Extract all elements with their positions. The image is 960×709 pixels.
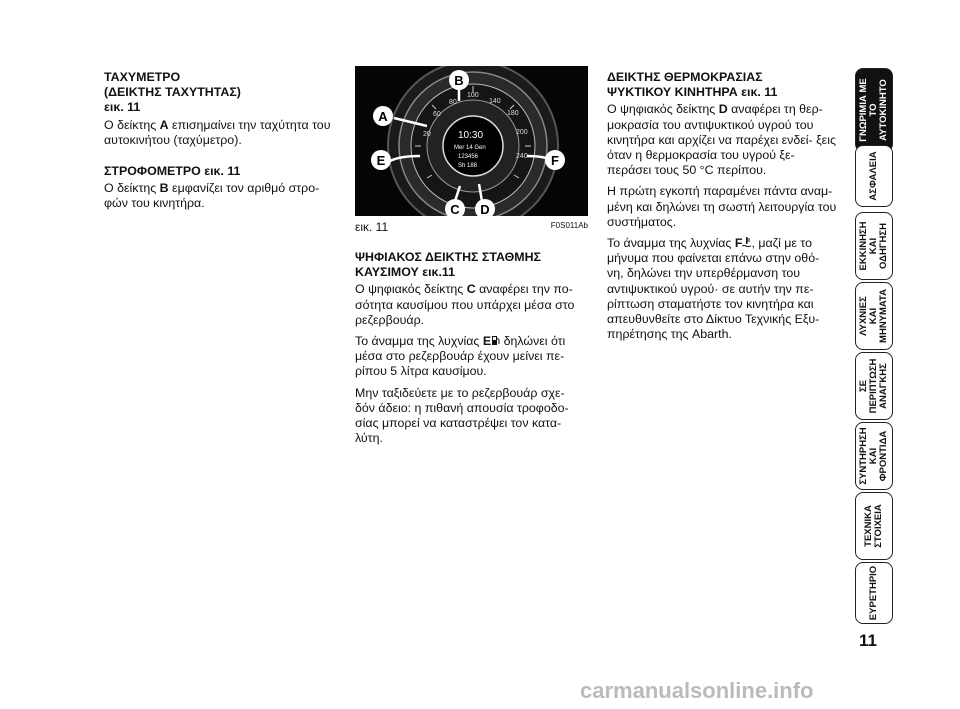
figure-code: F0S011Ab <box>550 221 588 230</box>
display-time: 10:30 <box>458 130 484 141</box>
svg-text:240: 240 <box>516 153 528 160</box>
tab-starting-driving[interactable]: ΕΚΚΙΝΗΣΗ ΚΑΙ ΟΔΗΓΗΣΗ <box>855 212 893 280</box>
svg-text:80: 80 <box>449 99 457 106</box>
tab-technical-data[interactable]: ΤΕΧΝΙΚΑ ΣΤΟΙΧΕΙΑ <box>855 492 893 560</box>
svg-text:B: B <box>454 73 464 88</box>
fuel-pump-icon <box>491 335 500 346</box>
column-right <box>607 70 839 348</box>
display-date: Mer 14 Gen <box>454 145 486 151</box>
figure-caption-text: εικ. 11 <box>355 220 389 234</box>
page-number: 11 <box>859 631 877 650</box>
tab-emergency[interactable]: ΣΕ ΠΕΡΙΠΤΩΣΗ ΑΝΑΓΚΗΣ <box>855 352 893 420</box>
svg-text:140: 140 <box>489 98 501 105</box>
instrument-cluster-illustration <box>355 66 588 216</box>
speedometer-subheading: (ΔΕΙΚΤΗΣ ΤΑΧΥΤΗΤΑΣ) <box>104 85 241 100</box>
fuel-gauge-heading: ΨΗΦΙΑΚΟΣ ΔΕΙΚΤΗΣ ΣΤΑΘΜΗΣ <box>355 250 541 264</box>
rev-counter-heading: ΣΤΡΟΦΟΜΕΤΡΟ εικ. 11 <box>104 164 241 179</box>
rev-counter-text: Ο δείκτης B εμφανίζει τον αριθμό στρο- φών του κινητήρα. <box>104 181 320 211</box>
tab-warning-lights[interactable]: ΛΥΧΝΙΕΣ ΚΑΙ ΜΗΝΥΜΑΤΑ <box>855 282 893 350</box>
speedometer-heading: ΤΑΧΥΜΕΤΡΟ <box>104 70 181 84</box>
column-middle <box>355 250 587 452</box>
svg-text:F: F <box>551 153 559 168</box>
svg-text:C: C <box>450 202 460 216</box>
display-odometer: 123456 <box>458 154 479 160</box>
tab-maintenance[interactable]: ΣΥΝΤΗΡΗΣΗ ΚΑΙ ΦΡΟΝΤΙΔΑ <box>855 422 893 490</box>
fuel-gauge-subheading: ΚΑΥΣΙΜΟΥ εικ.11 <box>355 265 456 280</box>
tab-getting-to-know[interactable]: ΓΝΩΡΙΜΙΑ ΜΕ ΤΟ ΑΥΤΟΚΙΝΗΤΟ <box>855 68 893 152</box>
svg-text:A: A <box>378 109 388 124</box>
fuel-advice-text: Μην ταξιδεύετε με το ρεζερβουάρ σχε- δόν άδειο: η πιθανή απουσία τροφοδο- σίας μπορεί να καταστρέψει τον κατα- λύτη. <box>355 385 569 446</box>
instrument-cluster-figure <box>355 66 588 216</box>
overheat-text: Το άναμμα της λυχνίας F , μαζί με το μήνυμα που φαίνεται επάνω στην οθό- νη, δηλώνει την υπερθέρμανση του αντιψυκτικού υγρού· σε αυτήν την πε- ρίπτωση σταματήστε τον κινητήρα και απευθυνθείτε στο Δίκτυο Τεχνικής Εξυ- πηρέτησης της Abarth. <box>607 236 820 342</box>
svg-text:60: 60 <box>433 111 441 118</box>
temperature-heading: ΔΕΙΚΤΗΣ ΘΕΡΜΟΚΡΑΣΙΑΣ <box>607 70 763 84</box>
display-trip: Sh 188 <box>458 163 478 169</box>
temperature-notch-text: Η πρώτη εγκοπή παραμένει πάντα αναμ- μένη και δηλώνει τη σωστή λειτουργία του συστήματος. <box>607 184 837 229</box>
svg-text:D: D <box>480 202 490 216</box>
fuel-gauge-text: Ο ψηφιακός δείκτης C αναφέρει την πο- σότητα καυσίμου που υπάρχει μέσα στο ρεζερβουάρ. <box>355 282 575 327</box>
tab-safety[interactable]: ΑΣΦΑΛΕΙΑ <box>855 145 893 207</box>
speedometer-fig-ref: εικ. 11 <box>104 100 141 115</box>
tab-index[interactable]: ΕΥΡΕΤΗΡΙΟ <box>855 562 893 624</box>
svg-text:E: E <box>376 153 386 168</box>
column-left <box>104 70 336 218</box>
svg-text:100: 100 <box>467 92 479 99</box>
temperature-text: Ο ψηφιακός δείκτης D αναφέρει τη θερ- μοκρασία του αντιψυκτικού υγρού του κινητήρα και αρχίζει να παρέχει ενδεί- ξεις όταν η θερμοκρασία του υγρού ξε- περάσει τους 50 °C περίπου. <box>607 102 836 178</box>
watermark: carmanualsonline.info <box>580 678 814 703</box>
figure-caption <box>355 220 588 234</box>
svg-text:200: 200 <box>516 129 528 136</box>
temperature-subheading: ΨΥΚΤΙΚΟΥ ΚΙΝΗΤΗΡΑ εικ. 11 <box>607 85 778 100</box>
speedometer-text: Ο δείκτης A επισημαίνει την ταχύτητα του αυτοκινήτου (ταχύμετρο). <box>104 117 331 147</box>
svg-text:20: 20 <box>423 131 431 138</box>
svg-text:180: 180 <box>507 110 519 117</box>
fuel-warning-text: Το άναμμα της λυχνίας E δηλώνει ότι μέσα στο ρεζερβουάρ έχουν μείνει πε- ρίπου 5 λίτρα καυσίμου. <box>355 334 566 379</box>
